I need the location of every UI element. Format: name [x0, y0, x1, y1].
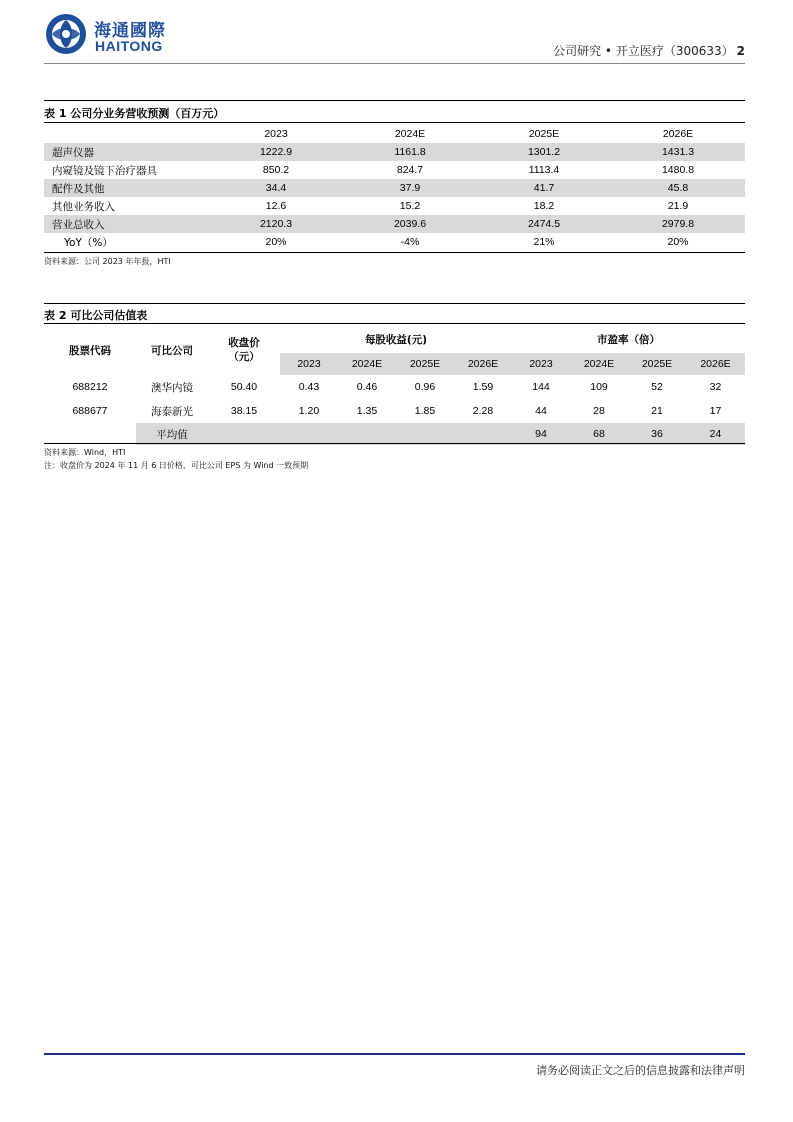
year-header: 2023 [512, 353, 570, 375]
header-divider [44, 63, 745, 64]
table-header-row [44, 125, 745, 143]
table-row [44, 161, 745, 179]
valuation-comparison-table [44, 325, 745, 445]
row-label: 营业总收入 [44, 215, 209, 233]
table1-top-rule [44, 100, 745, 101]
pe-cell: 21 [651, 405, 663, 417]
cell: 2120.3 [209, 215, 343, 233]
column-header: 2025E [528, 128, 560, 140]
pe-average: 94 [512, 423, 570, 445]
header-close-price: 收盘价（元） [228, 337, 260, 363]
pe-cell: 17 [709, 405, 722, 417]
row-label: YoY（%） [64, 236, 113, 249]
row-label: 其他业务收入 [52, 200, 115, 213]
eps-cell: 1.35 [356, 405, 378, 417]
year-header: 2026E [686, 353, 745, 375]
stock-code: 688212 [72, 381, 108, 393]
cell: 1431.3 [611, 143, 745, 161]
page-number: 2 [736, 44, 745, 58]
table-row [44, 179, 745, 197]
eps-cell: 0.96 [414, 381, 436, 393]
cell: 37.9 [343, 179, 477, 197]
eps-cell: 2.28 [472, 405, 494, 417]
table1-bottom-rule [44, 252, 745, 253]
pe-average: 68 [570, 423, 628, 445]
pe-cell: 32 [709, 381, 722, 393]
cell: 1222.9 [209, 143, 343, 161]
cell: 2039.6 [343, 215, 477, 233]
footer-disclaimer: 请务必阅读正文之后的信息披露和法律声明 [536, 1064, 745, 1077]
pe-average: 36 [628, 423, 686, 445]
year-header: 2025E [628, 353, 686, 375]
table1-title: 表 1 公司分业务营收预测（百万元） [44, 107, 225, 120]
company-logo [44, 12, 184, 56]
pe-cell: 144 [532, 381, 550, 393]
cell: 21% [533, 236, 555, 248]
report-title: 公司研究 • 开立医疗（300633） [553, 44, 734, 58]
header-pe: 市盈率（倍） [597, 333, 660, 346]
table-row [44, 233, 745, 251]
table2-source: 资料来源：Wind，HTI [44, 448, 126, 457]
table2-note: 注：收盘价为 2024 年 11 月 6 日价格，可比公司 EPS 为 Wind 一致预期 [44, 461, 309, 470]
cell: 12.6 [265, 200, 287, 212]
year-header: 2024E [338, 353, 396, 375]
pe-cell: 52 [651, 381, 663, 393]
table-header-row [44, 325, 745, 353]
table-row [44, 143, 745, 161]
pe-average: 24 [686, 423, 745, 445]
table2-bottom-rule [44, 443, 745, 444]
cell: 1301.2 [477, 143, 611, 161]
cell: 34.4 [209, 179, 343, 197]
cell: 1161.8 [343, 143, 477, 161]
eps-cell: 0.46 [356, 381, 378, 393]
header-company: 可比公司 [151, 344, 193, 357]
cell: 15.2 [399, 200, 421, 212]
table2-title-rule [44, 323, 745, 324]
eps-cell: 0.43 [298, 381, 320, 393]
column-header: 2026E [662, 128, 694, 140]
eps-cell: 1.85 [414, 405, 436, 417]
company-name: 海泰新光 [151, 405, 193, 418]
stock-code: 688677 [72, 405, 108, 417]
header-stock-code: 股票代码 [69, 344, 111, 357]
cell: 45.8 [611, 179, 745, 197]
column-header: 2024E [394, 128, 426, 140]
table-row [44, 399, 745, 423]
logo-text-en: HAITONG [95, 38, 163, 54]
report-header [553, 42, 745, 59]
table1-title-rule [44, 122, 745, 123]
cell: -4% [400, 236, 420, 248]
row-label: 内窥镜及镜下治疗器具 [52, 164, 157, 177]
close-price: 50.40 [230, 381, 258, 393]
year-header: 2025E [396, 353, 454, 375]
cell: 2979.8 [611, 215, 745, 233]
average-label: 平均值 [136, 423, 208, 445]
average-row [44, 423, 745, 445]
eps-cell: 1.59 [472, 381, 494, 393]
segment-revenue-table [44, 125, 745, 251]
company-name: 澳华内镜 [151, 381, 193, 394]
header-eps: 每股收益(元) [364, 333, 428, 346]
cell: 1480.8 [661, 164, 695, 176]
pe-cell: 28 [593, 405, 605, 417]
table-row [44, 215, 745, 233]
logo-text-cn: 海通國際 [94, 21, 166, 41]
cell: 21.9 [667, 200, 689, 212]
cell: 824.7 [396, 164, 424, 176]
row-label: 配件及其他 [44, 179, 209, 197]
footer-divider [44, 1053, 745, 1055]
table2-top-rule [44, 303, 745, 304]
table-row [44, 197, 745, 215]
cell: 18.2 [533, 200, 555, 212]
pe-cell: 109 [590, 381, 608, 393]
table1-source: 资料来源：公司 2023 年年报，HTI [44, 257, 171, 266]
cell: 20% [265, 236, 287, 248]
cell: 1113.4 [528, 164, 560, 176]
row-label: 超声仪器 [44, 143, 209, 161]
table-row [44, 375, 745, 399]
haitong-logo-icon [44, 12, 88, 56]
pe-cell: 44 [535, 405, 547, 417]
cell: 20% [667, 236, 689, 248]
cell: 41.7 [477, 179, 611, 197]
cell: 2474.5 [477, 215, 611, 233]
year-header: 2024E [570, 353, 628, 375]
column-header: 2023 [264, 128, 288, 140]
close-price: 38.15 [230, 405, 258, 417]
year-header: 2026E [454, 353, 512, 375]
year-header: 2023 [280, 353, 338, 375]
table2-title: 表 2 可比公司估值表 [44, 309, 148, 322]
cell: 850.2 [262, 164, 290, 176]
eps-cell: 1.20 [298, 405, 320, 417]
